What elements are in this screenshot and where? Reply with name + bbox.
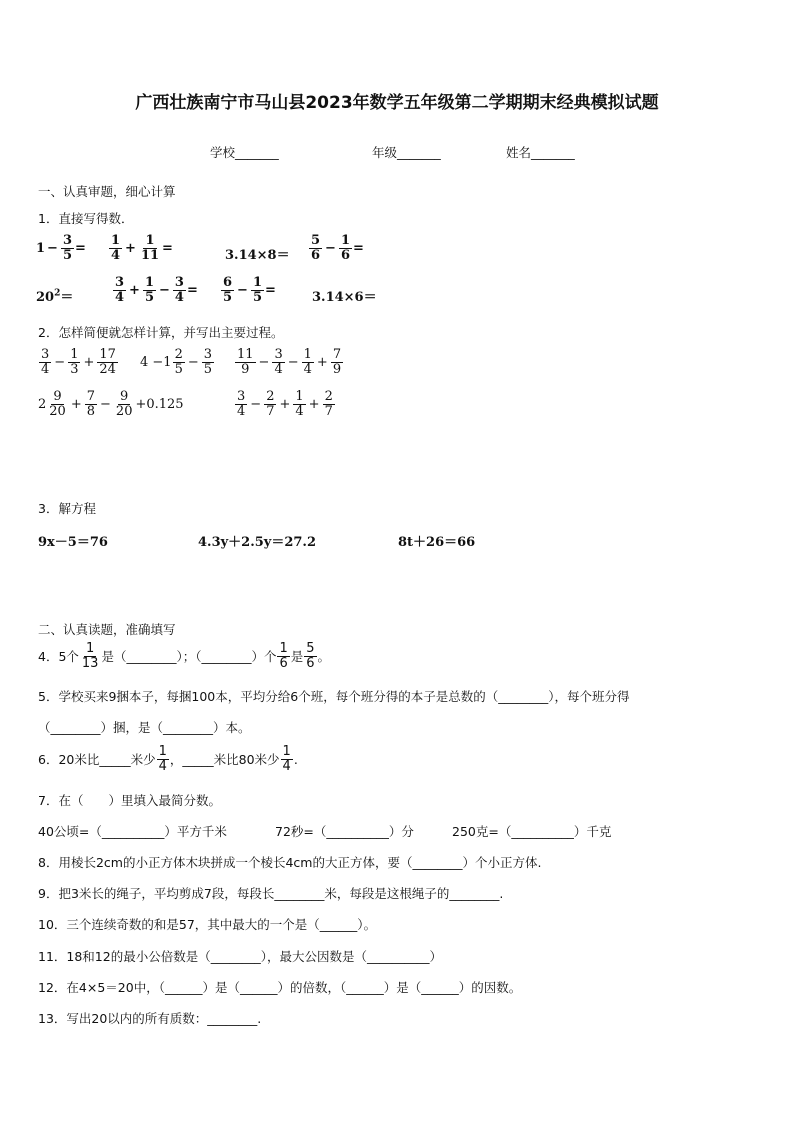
operator: + (279, 396, 291, 412)
q10: 10．三个连续奇数的和是57，其中最大的一个是（______）。 (38, 917, 377, 932)
equals-sign: = (353, 240, 364, 256)
denominator: 5 (203, 361, 213, 377)
q6-text-a: 6．20米比_____米少 (38, 752, 156, 768)
q2-expr-1 (38, 348, 119, 376)
operator: + (83, 354, 95, 370)
operator: − (258, 354, 270, 370)
denominator: 5 (223, 289, 233, 305)
denominator: 4 (111, 247, 121, 263)
school-blank: _______ (235, 145, 279, 160)
q4-text-c: 是 (290, 649, 304, 665)
q4-text-d: 。 (317, 649, 331, 665)
equals-sign: = (265, 282, 276, 298)
fraction (113, 276, 126, 304)
numerator: 2 (324, 389, 333, 404)
numerator: 3 (203, 347, 213, 362)
denominator: 13 (81, 655, 99, 671)
denominator: 4 (237, 403, 246, 419)
denominator: 4 (174, 289, 184, 305)
q2-label: 2．怎样简便就怎样计算，并写出主要过程。 (38, 325, 284, 340)
q1-item-4 (308, 234, 364, 262)
denominator: 5 (252, 289, 262, 305)
denominator: 5 (62, 247, 72, 263)
denominator: 4 (41, 361, 50, 377)
operator: − (100, 396, 111, 412)
fraction (68, 348, 80, 376)
fraction (221, 276, 234, 304)
q2-expr-5 (234, 390, 336, 418)
numerator: 3 (237, 389, 246, 404)
school-field (210, 143, 279, 161)
numerator: 6 (223, 275, 233, 290)
denominator: 6 (311, 247, 321, 263)
denominator: 3 (70, 361, 79, 377)
denominator: 4 (158, 758, 167, 774)
operator: − (250, 396, 262, 412)
fraction (143, 276, 156, 304)
denominator: 9 (332, 361, 342, 377)
numerator: 1 (282, 744, 291, 759)
numerator: 7 (332, 347, 342, 362)
denominator: 20 (49, 403, 66, 419)
q4-text-a: 4．5个 (38, 649, 79, 665)
q2-expr-3 (234, 348, 344, 376)
denominator: 4 (295, 403, 304, 419)
decimal-term: +0.125 (135, 396, 184, 412)
operator: − (237, 282, 248, 298)
fraction (109, 234, 122, 262)
denominator: 6 (306, 655, 315, 671)
numerator: 1 (340, 233, 350, 248)
whole-number: 1 (36, 240, 46, 256)
operator: − (159, 282, 170, 298)
section1-heading: 一、认真审题，细心计算 (38, 184, 176, 199)
fraction (251, 276, 264, 304)
numerator: 5 (306, 641, 315, 656)
numerator: 3 (62, 233, 72, 248)
fraction (85, 390, 97, 418)
operator: + (129, 282, 140, 298)
fraction (80, 642, 101, 670)
numerator: 1 (70, 347, 79, 362)
numerator: 9 (120, 389, 129, 404)
fraction (39, 348, 51, 376)
numerator: 17 (99, 347, 116, 362)
operator: + (125, 240, 136, 256)
denominator: 8 (86, 403, 96, 419)
operator: − (287, 354, 299, 370)
q6 (38, 745, 298, 773)
name-blank: _______ (531, 145, 575, 160)
exponent: 2 (54, 288, 61, 299)
page-title: 广西壮族南宁市马山县2023年数学五年级第二学期期末经典模拟试题 (135, 93, 659, 113)
denominator: 4 (115, 289, 125, 305)
fraction (264, 390, 276, 418)
section2-heading: 二、认真读题，准确填写 (38, 622, 176, 637)
numerator: 9 (53, 389, 62, 404)
denominator: 9 (241, 361, 250, 377)
q6-text-c: . (293, 751, 298, 767)
denominator: 6 (340, 247, 350, 263)
denominator: 4 (274, 361, 283, 377)
denominator: 11 (140, 247, 160, 263)
name-label: 姓名 (506, 145, 532, 160)
numerator: 1 (144, 275, 154, 290)
numerator: 1 (303, 347, 312, 362)
fraction (173, 276, 186, 304)
q1-item-2 (108, 234, 173, 262)
numerator: 3 (274, 347, 283, 362)
q2-expr-4 (38, 390, 184, 418)
fraction (235, 348, 256, 376)
fraction (47, 390, 68, 418)
operator: + (308, 396, 320, 412)
q1-item-7 (220, 276, 276, 304)
fraction (293, 390, 305, 418)
q11: 11．18和12的最小公倍数是（________），最大公因数是（__________） (38, 949, 442, 964)
q1-item-3: 3.14×8＝ (225, 248, 290, 263)
fraction (157, 745, 169, 773)
q1-item-6 (112, 276, 198, 304)
fraction (202, 348, 214, 376)
fraction (277, 642, 289, 670)
equals-sign: = (186, 282, 198, 298)
operator: − (47, 240, 58, 256)
q13: 13．写出20以内的所有质数：________. (38, 1011, 262, 1026)
numerator: 1 (86, 641, 95, 656)
numerator: 2 (266, 389, 275, 404)
q7: 7．在（ ）里填入最简分数。 (38, 793, 221, 808)
denominator: 4 (303, 361, 312, 377)
numerator: 1 (295, 389, 304, 404)
fraction (235, 390, 247, 418)
denominator: 7 (266, 403, 275, 419)
equals-sign: ＝ (60, 290, 74, 305)
equation-1: 9x－5＝76 (38, 535, 108, 550)
operator: + (70, 396, 82, 412)
q6-text-b: ，_____米比80米少 (169, 752, 280, 768)
denominator: 24 (99, 361, 116, 377)
fraction (114, 390, 135, 418)
equals-sign: = (162, 240, 173, 256)
fraction (139, 234, 161, 262)
base-number: 20 (36, 290, 55, 305)
mixed-whole: 2 (38, 396, 47, 412)
denominator: 4 (282, 758, 291, 774)
operator: − (325, 240, 336, 256)
q1-item-8: 3.14×6＝ (312, 290, 377, 305)
numerator: 5 (311, 233, 321, 248)
fraction (61, 234, 74, 262)
denominator: 20 (115, 403, 133, 419)
operator: + (316, 354, 328, 370)
q4-text-b: 是（________）；（________）个 (101, 649, 277, 665)
fraction (97, 348, 118, 376)
numerator: 3 (41, 347, 50, 362)
fraction (173, 348, 185, 376)
fraction (302, 348, 314, 376)
equation-3: 8t＋26＝66 (398, 535, 476, 550)
q7-item-1: 40公顷=（__________）平方千米 (38, 824, 227, 839)
numerator: 1 (145, 233, 155, 248)
q7-item-2: 72秒=（__________）分 (275, 824, 414, 839)
denominator: 5 (174, 361, 183, 377)
numerator: 2 (174, 347, 183, 362)
operator: − (187, 354, 199, 370)
name-field (506, 143, 575, 161)
q5-line-1: 5．学校买来9捆本子，每捆100本，平均分给6个班，每个班分得的本子是总数的（________），每个班分得 (38, 689, 630, 704)
q9: 9．把3米长的绳子，平均剪成7段，每段长________米，每段是这根绳子的________. (38, 886, 504, 901)
fraction (304, 642, 316, 670)
numerator: 3 (174, 275, 184, 290)
q1-label: 1．直接写得数． (38, 211, 134, 226)
grade-field (372, 143, 441, 161)
denominator: 6 (279, 655, 288, 671)
q1-item-1 (36, 234, 86, 262)
grade-blank: _______ (397, 145, 441, 160)
q8: 8．用棱长2cm的小正方体木块拼成一个棱长4cm的大正方体，要（________）个小正方体. (38, 855, 542, 870)
fraction (323, 390, 335, 418)
operator: − (54, 354, 66, 370)
numerator: 1 (279, 641, 288, 656)
school-label: 学校 (210, 145, 236, 160)
q4 (38, 642, 330, 670)
denominator: 5 (144, 289, 154, 305)
fraction (272, 348, 284, 376)
numerator: 1 (158, 744, 167, 759)
numerator: 1 (252, 275, 262, 290)
fraction (309, 234, 322, 262)
fraction (281, 745, 293, 773)
equals-sign: = (75, 240, 86, 256)
numerator: 11 (237, 347, 254, 362)
equation-2: 4.3y＋2.5y＝27.2 (198, 535, 317, 550)
numerator: 3 (115, 275, 125, 290)
q2-expr-2 (140, 348, 215, 376)
denominator: 7 (324, 403, 333, 419)
grade-label: 年级 (372, 145, 398, 160)
numerator: 1 (111, 233, 121, 248)
q1-item-5 (36, 286, 73, 305)
q12: 12．在4×5＝20中，（______）是（______）的倍数，（______）是（______）的因数。 (38, 980, 522, 995)
q3-label: 3．解方程 (38, 501, 96, 516)
fraction (331, 348, 343, 376)
q5-line-2: （________）捆，是（________）本。 (38, 720, 251, 735)
numerator: 7 (86, 389, 96, 404)
mixed-whole: 4 −1 (140, 354, 172, 370)
fraction (339, 234, 352, 262)
q7-item-3: 250克=（__________）千克 (452, 824, 612, 839)
